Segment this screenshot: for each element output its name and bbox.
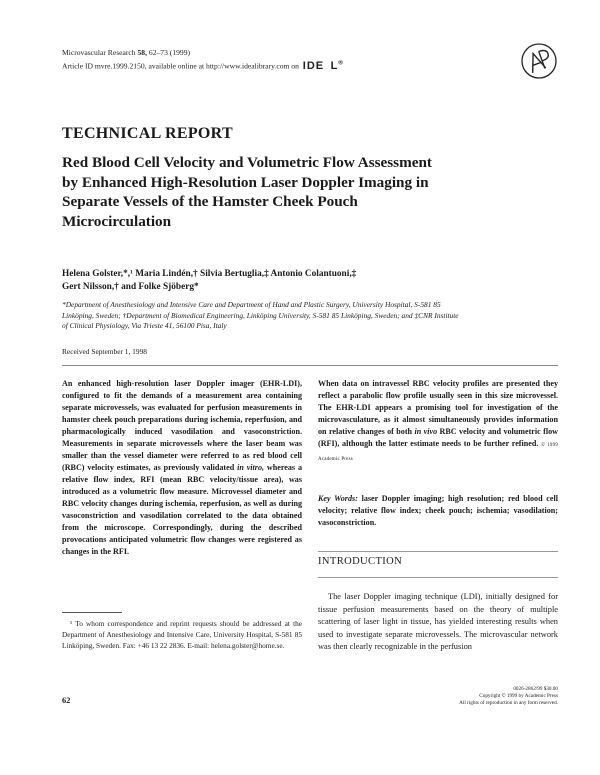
article-title: Red Blood Cell Velocity and Volumetric Flow Assessment by Enhanced High-Resolution Laser Doppler Imaging in Separate Vessels of the Hamster Cheek Pouch Microcirculation bbox=[62, 154, 432, 230]
abstract-italic-invivo: in vivo bbox=[414, 427, 438, 436]
author-list bbox=[62, 268, 462, 294]
affiliations: *Department of Anesthesiology and Intensive Care and Department of Hand and Plastic Surgery, University Hospital, S-581 85 Linköping, Sweden; †Department of Biomedical Engineering, Linköping University, S-581 85 Linköping, Sweden; and ‡CNR Institute of Clinical Physiology, Via Trieste 41, 56100 Pisa, Italy bbox=[62, 300, 459, 330]
ideal-logo: IDE L® bbox=[302, 59, 344, 72]
abstract-left-column: An enhanced high-resolution laser Doppler imager (EHR-LDI), configured to fit the demands of a measurement area containing separate microvessels, was evaluated for perfusion measurements in hamster cheek pouch preparations during ischemia, reperfusion, and pharmacologically induced vasodilation and vasoconstriction. Measurements in separate microvessels where the laser beam was smaller than the vessel diameter were referred to as red blood cell (RBC) velocity estimates, as previously validated in vitro, whereas a relative flow index, RFI (mean RBC velocity/tissue area), was introduced as a volumetric flow measure. Microvessel diameter and RBC velocity changes during ischemia, reperfusion, as well as during vasoconstriction and vasodilation correlated to the data obtained from the microscope. Correspondingly, during the described provocations anticipated volumetric flow changes were registered as changes in the RFI. bbox=[62, 379, 302, 556]
header-divider bbox=[62, 365, 558, 366]
section-label: TECHNICAL REPORT bbox=[62, 125, 233, 142]
copyright-block bbox=[388, 686, 558, 708]
journal-pages: 62–73 (1999) bbox=[148, 48, 191, 57]
academic-press-logo-icon bbox=[520, 42, 558, 80]
keywords bbox=[318, 493, 558, 529]
authors-line-1: Helena Golster,*,¹ Maria Lindén,† Silvia Bertuglia,‡ Antonio Colantuoni,‡ bbox=[62, 269, 357, 279]
journal-citation bbox=[62, 48, 344, 58]
abstract-right-column: When data on intravessel RBC velocity profiles are presented they reflect a parabolic flow profile usually seen in this size microvessel. The EHR-LDI appears a promising tool for investigation of the microvasculature, as it almost simultaneously provides information on relative changes of both in vivo RBC velocity and volumetric flow (RFI), although the latter estimate needs to be further refined. © 1999 Academic Press bbox=[318, 379, 559, 462]
copyright-line: Copyright © 1999 by Academic Press bbox=[479, 693, 558, 700]
intro-heading: INTRODUCTION bbox=[318, 556, 403, 567]
authors-line-2: Gert Nilsson,† and Folke Sjöberg* bbox=[62, 282, 199, 292]
intro-rule-top bbox=[318, 551, 558, 552]
intro-paragraph: The laser Doppler imaging technique (LDI), initially designed for tissue perfusion measurements based on the theory of multiple scattering of laser light in tissue, has yielded interesting results when used to investigate separate microvessels. The microvascular network was then clearly recognizable in the perfusion bbox=[318, 592, 558, 651]
abstract-italic-invitro: in vitro, bbox=[237, 463, 265, 472]
journal-article-line bbox=[62, 58, 344, 72]
correspondence-footnote: ¹ To whom correspondence and reprint requests should be addressed at the Department of Anesthesiology and Intensive Care, University Hospital, S-581 85 Linköping, Sweden. Fax: +46 13 22 2836. E-mail: helena.golster@home.se. bbox=[62, 619, 302, 650]
page-number: 62 bbox=[62, 696, 71, 705]
intro-rule-bottom bbox=[318, 577, 558, 578]
journal-volume: 58, bbox=[137, 48, 147, 57]
received-date: Received September 1, 1998 bbox=[62, 347, 147, 356]
keywords-list: laser Doppler imaging; high resolution; red blood cell velocity; relative flow index; cheek pouch; ischemia; vasodilation; vasoconstriction. bbox=[318, 494, 558, 527]
article-id-text: Article ID mvre.1999.2150, available online at http://www.idealibrary.com on bbox=[62, 61, 299, 71]
journal-header bbox=[62, 48, 344, 72]
keywords-label: Key Words: bbox=[318, 494, 358, 503]
footnote-divider bbox=[62, 612, 122, 613]
journal-name: Microvascular Research bbox=[62, 48, 136, 57]
rights-line: All rights of reproduction in any form reserved. bbox=[459, 700, 558, 707]
abstract-copyright: © 1999 Academic Press bbox=[318, 443, 559, 462]
issn-line: 0026-2862/99 $30.00 bbox=[513, 686, 558, 692]
